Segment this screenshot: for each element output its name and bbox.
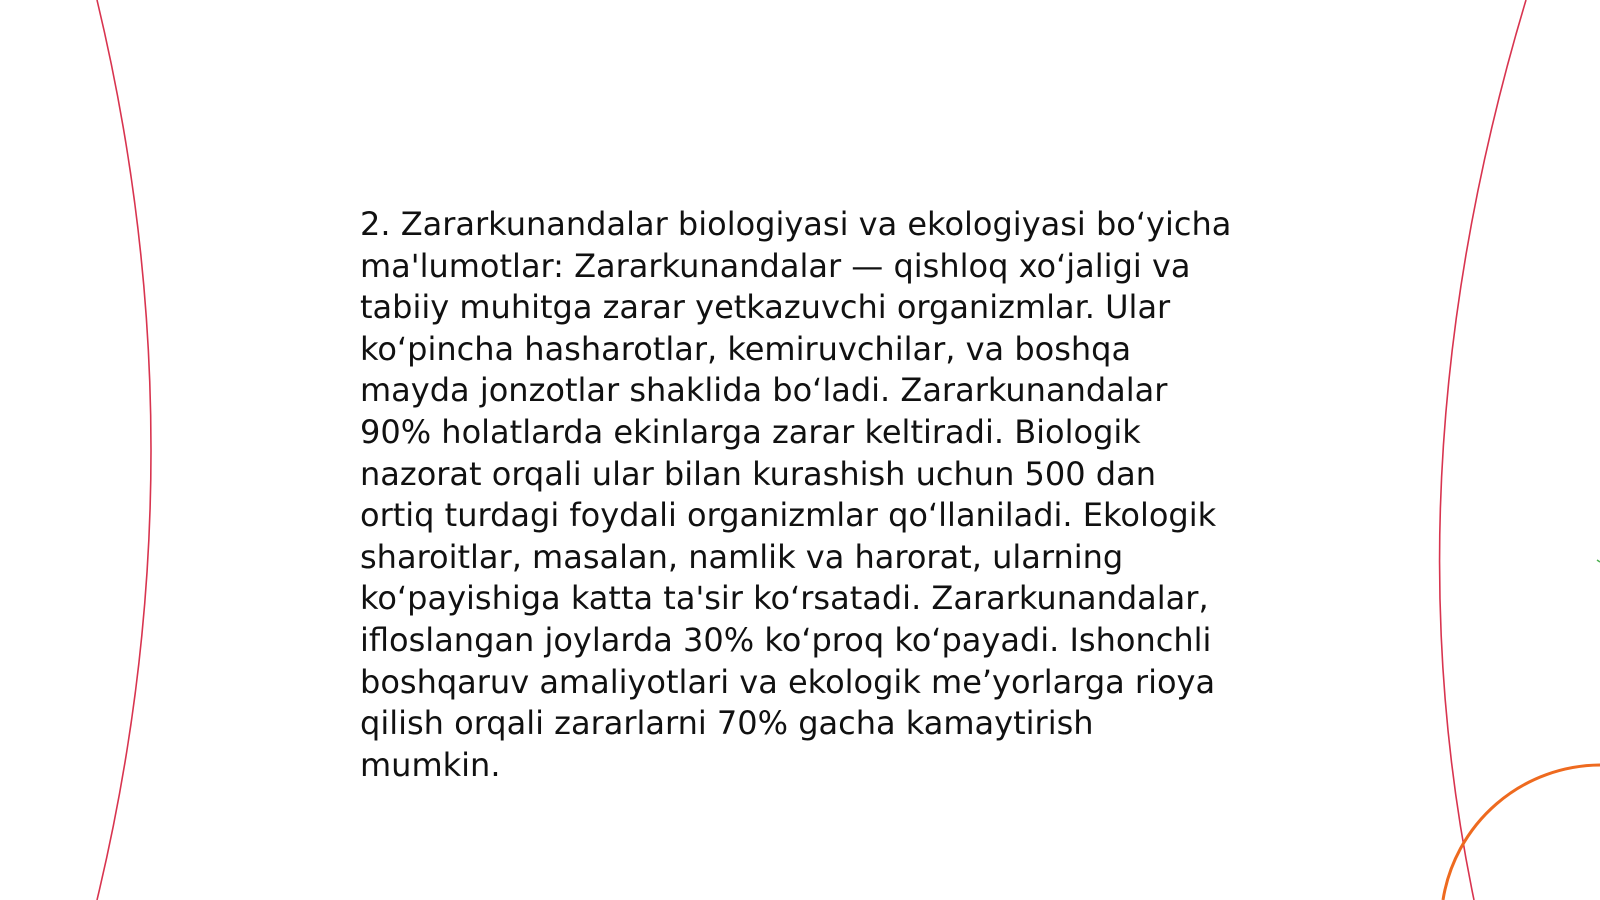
left-curve-line [97,0,151,900]
right-curve-line [1440,0,1526,900]
orange-arc [1443,765,1600,900]
slide-body-text: 2. Zararkunandalar biologiyasi va ekologiyasi bo‘yicha ma'lumotlar: Zararkunandalar — qishloq xo‘jaligi va tabiiy muhitga zarar yetkazuvchi organizmlar. Ular ko‘pincha hasharotlar, kemiruvchilar, va boshqa mayda jonzotlar shaklida bo‘ladi. Zararkunandalar 90% holatlarda ekinlarga zarar keltiradi. Biologik nazorat orqali ular bilan kurashish uchun 500 dan ortiq turdagi foydali organizmlar qo‘llaniladi. Ekologik sharoitlar, masalan, namlik va harorat, ularning ko‘payishiga katta ta'sir ko‘rsatadi. Zararkunandalar, ifloslangan joylarda 30% ko‘proq ko‘payadi. Ishonchli boshqaruv amaliyotlari va ekologik me’yorlarga rioya qilish orqali zararlarni 70% gacha kamaytirish mumkin. [360,205,1232,784]
